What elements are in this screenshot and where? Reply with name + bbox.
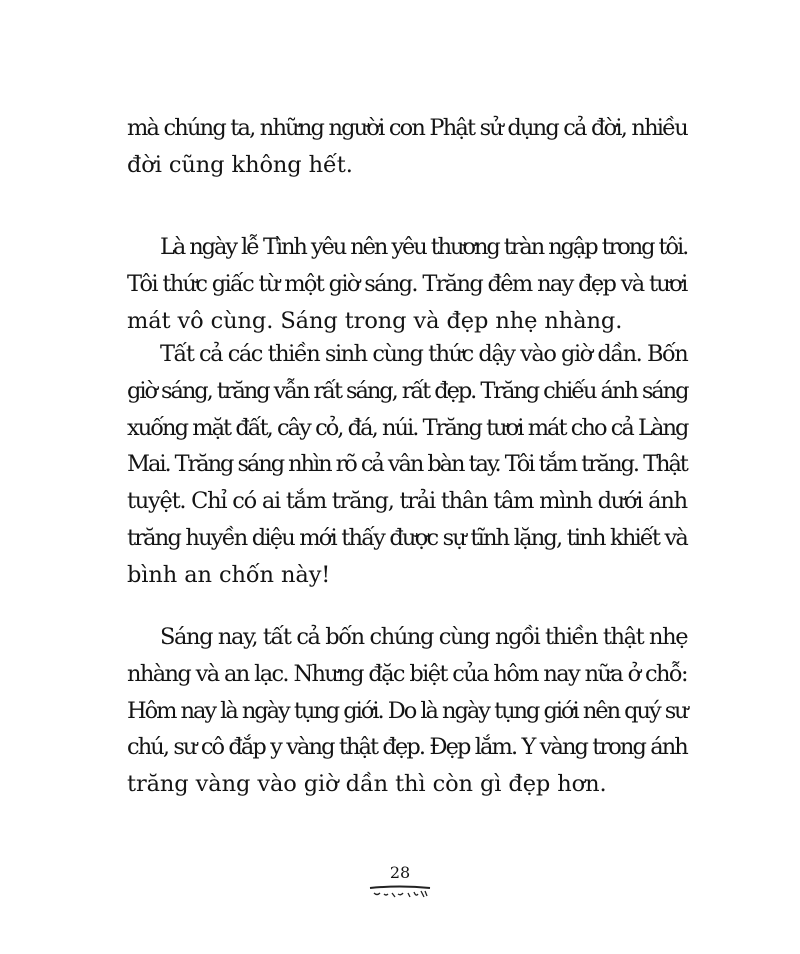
text-line: mát vô cùng. Sáng trong và đẹp nhẹ nhàng. bbox=[127, 307, 623, 334]
text-line: tuyệt. Chỉ có ai tắm trăng, trải thân tâm mình dưới ánh bbox=[127, 488, 687, 515]
page-number: 28 bbox=[389, 863, 411, 882]
paragraph-2 bbox=[127, 229, 687, 339]
text-line: trăng vàng vào giờ dần thì còn gì đẹp hơn. bbox=[127, 771, 607, 798]
text-line: xuống mặt đất, cây cỏ, đá, núi. Trăng tươi mát cho cả Làng bbox=[127, 414, 688, 441]
footer-ornament-icon bbox=[368, 884, 432, 902]
paragraph-1 bbox=[127, 110, 687, 184]
text-line: giờ sáng, trăng vẫn rất sáng, rất đẹp. Trăng chiếu ánh sáng bbox=[127, 377, 688, 404]
text-line: trăng huyền diệu mới thấy được sự tĩnh lặng, tinh khiết và bbox=[127, 524, 688, 551]
text-line: nhàng và an lạc. Nhưng đặc biệt của hôm nay nữa ở chỗ: bbox=[127, 660, 687, 687]
paragraph-3 bbox=[127, 336, 687, 594]
text-line: Tất cả các thiền sinh cùng thức dậy vào giờ dần. Bốn bbox=[160, 341, 688, 367]
text-line: mà chúng ta, những người con Phật sử dụng cả đời, nhiều bbox=[127, 115, 687, 141]
paragraph-4 bbox=[127, 619, 687, 803]
text-line: Hôm nay là ngày tụng giới. Do là ngày tụng giới nên quý sư bbox=[127, 697, 687, 724]
text-line: Mai. Trăng sáng nhìn rõ cả vân bàn tay. Tôi tắm trăng. Thật bbox=[127, 451, 687, 478]
text-line: Tôi thức giấc từ một giờ sáng. Trăng đêm nay đẹp và tươi bbox=[127, 270, 687, 297]
text-line: Sáng nay, tất cả bốn chúng cùng ngồi thiền thật nhẹ bbox=[160, 624, 688, 650]
text-line: đời cũng không hết. bbox=[127, 151, 353, 178]
text-line: Là ngày lễ Tình yêu nên yêu thương tràn ngập trong tôi. bbox=[160, 234, 688, 260]
text-line: chú, sư cô đắp y vàng thật đẹp. Đẹp lắm. Y vàng trong ánh bbox=[127, 734, 687, 761]
text-line: bình an chốn này! bbox=[127, 561, 331, 588]
